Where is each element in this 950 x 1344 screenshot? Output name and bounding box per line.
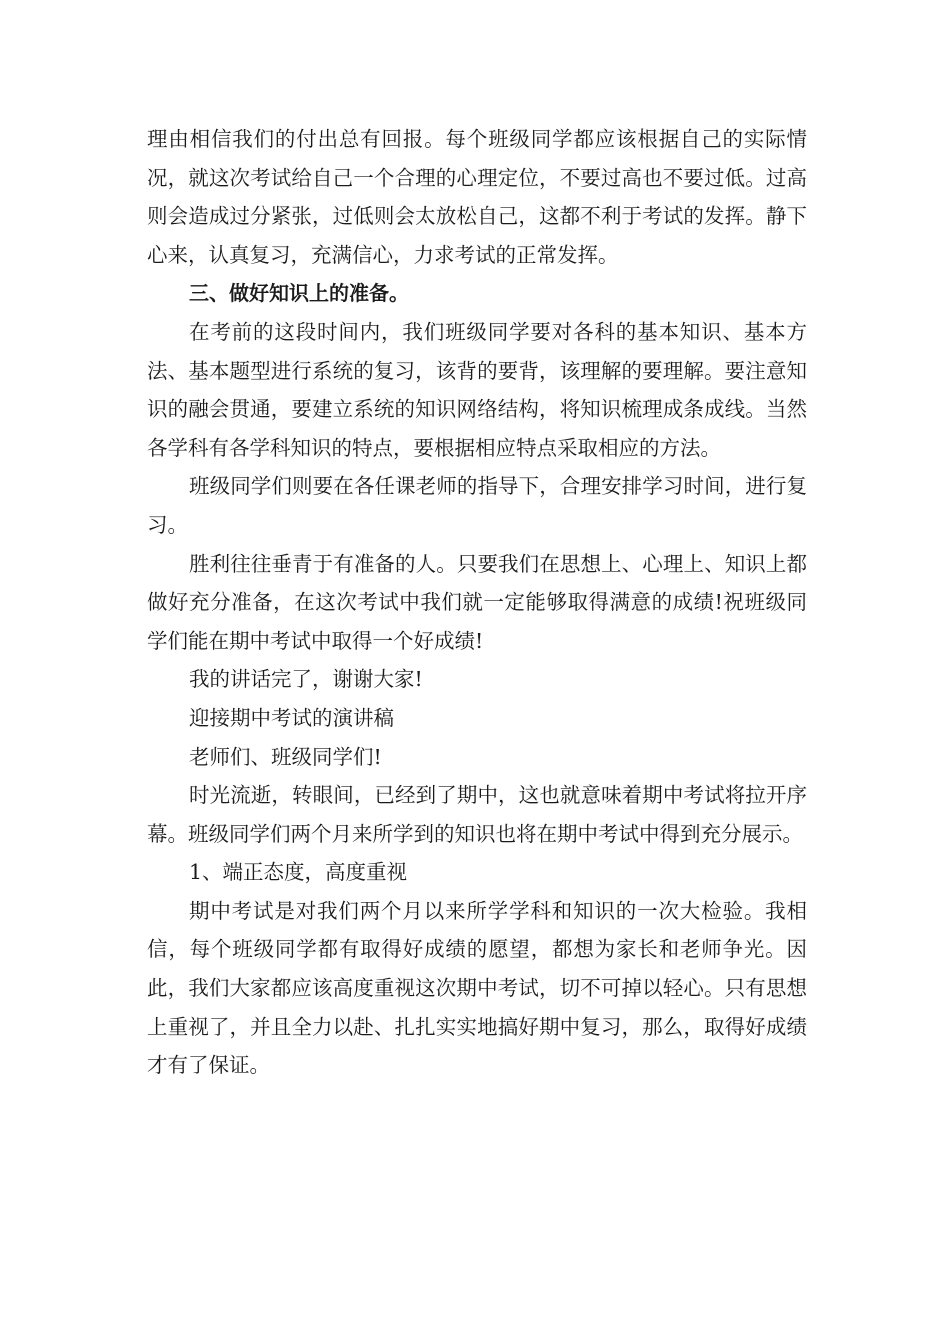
paragraph: 期中考试是对我们两个月以来所学学科和知识的一次大检验。我相信，每个班级同学都有取得好成绩的愿望，都想为家长和老师争光。因此，我们大家都应该高度重视这次期中考试，切不可掉以轻心。只有思想上重视了，并且全力以赴、扎扎实实地搞好期中复习，那么，取得好成绩才有了保证。 bbox=[147, 898, 807, 1078]
paragraph-continued: 理由相信我们的付出总有回报。每个班级同学都应该根据自己的实际情况，就这次考试给自己一个合理的心理定位，不要过高也不要过低。过高则会造成过分紧张，过低则会太放松自己，这都不利于考试的发挥。静下心来，认真复习，充满信心，力求考试的正常发挥。 bbox=[147, 127, 807, 267]
list-point: 1、端正态度，高度重视 bbox=[189, 860, 408, 885]
paragraph: 胜利往往垂青于有准备的人。只要我们在思想上、心理上、知识上都做好充分准备，在这次考试中我们就一定能够取得满意的成绩!祝班级同学们能在期中考试中取得一个好成绩! bbox=[147, 551, 807, 653]
paragraph: 时光流逝，转眼间，已经到了期中，这也就意味着期中考试将拉开序幕。班级同学们两个月来所学到的知识也将在期中考试中得到充分展示。 bbox=[147, 783, 807, 846]
paragraph: 我的讲话完了，谢谢大家! bbox=[189, 667, 423, 692]
speech-title: 迎接期中考试的演讲稿 bbox=[189, 705, 394, 730]
salutation: 老师们、班级同学们! bbox=[189, 744, 382, 769]
paragraph: 班级同学们则要在各任课老师的指导下，合理安排学习时间，进行复习。 bbox=[147, 474, 807, 537]
paragraph: 在考前的这段时间内，我们班级同学要对各科的基本知识、基本方法、基本题型进行系统的复习，该背的要背，该理解的要理解。要注意知识的融会贯通，要建立系统的知识网络结构，将知识梳理成条成线。当然各学科有各学科知识的特点，要根据相应特点采取相应的方法。 bbox=[147, 319, 807, 460]
document-body bbox=[147, 120, 807, 1085]
section-heading: 三、做好知识上的准备。 bbox=[189, 281, 409, 306]
